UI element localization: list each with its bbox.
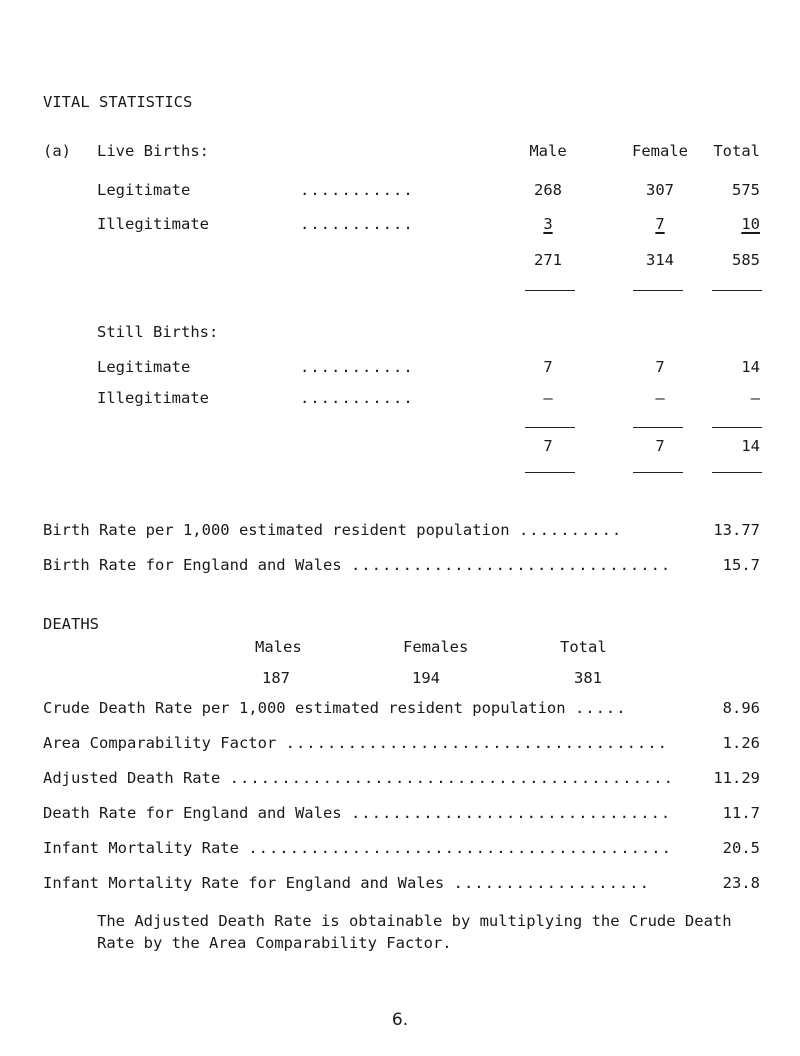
cell-total: 10 [741, 215, 760, 233]
cell-female: – [655, 389, 665, 407]
total-female: 7 [655, 437, 665, 455]
row-label: Legitimate [97, 181, 191, 199]
rate-value: 20.5 [722, 839, 760, 857]
leader-dots: ................... [453, 874, 650, 892]
col-females-header: Females [403, 638, 469, 656]
divider [525, 472, 575, 473]
death-rate-line [43, 768, 674, 788]
page-heading: VITAL STATISTICS [43, 93, 193, 111]
rate-value: 8.96 [722, 699, 760, 717]
deaths-males: 187 [262, 669, 290, 687]
rate-label: Infant Mortality Rate [43, 839, 239, 857]
rate-value: 1.26 [722, 734, 760, 752]
leader-dots: ............................... [350, 804, 672, 822]
cell-male: 3 [543, 215, 553, 233]
col-males-header: Males [255, 638, 302, 656]
rate-label: Birth Rate per 1,000 estimated resident population [43, 521, 510, 539]
leader-dots: ..... [574, 699, 627, 717]
leader-dots: ......................................... [248, 839, 672, 857]
rate-label: Birth Rate for England and Wales [43, 556, 342, 574]
leader-dots: ........... [300, 181, 414, 199]
cell-total: 14 [741, 358, 760, 376]
col-female-header: Female [632, 142, 688, 160]
cell-male: 268 [534, 181, 562, 199]
death-rate-line [43, 838, 672, 858]
cell-female: 307 [646, 181, 674, 199]
rate-label: Area Comparability Factor [43, 734, 277, 752]
total-total: 585 [732, 251, 760, 269]
divider [633, 427, 683, 428]
cell-female: 7 [655, 358, 665, 376]
leader-dots: ........... [300, 215, 414, 233]
row-label: Legitimate [97, 358, 191, 376]
rate-label: Death Rate for England and Wales [43, 804, 342, 822]
live-births-title: Live Births: [97, 142, 209, 160]
col-male-header: Male [529, 142, 567, 160]
divider [712, 427, 762, 428]
birth-rate-line [43, 520, 622, 540]
divider [633, 472, 683, 473]
section-label-a: (a) [43, 142, 71, 160]
row-label: Illegitimate [97, 389, 209, 407]
rate-value: 11.29 [713, 769, 760, 787]
leader-dots: .......... [518, 521, 623, 539]
death-rate-line [43, 803, 671, 823]
deaths-total: 381 [574, 669, 602, 687]
leader-dots: ..................................... [285, 734, 668, 752]
death-rate-line [43, 733, 668, 753]
total-total: 14 [741, 437, 760, 455]
still-births-title: Still Births: [97, 323, 219, 341]
cell-male: – [543, 389, 553, 407]
cell-total: – [750, 389, 760, 407]
rate-label: Crude Death Rate per 1,000 estimated resident population [43, 699, 566, 717]
total-male: 7 [543, 437, 553, 455]
divider [712, 290, 762, 291]
deaths-females: 194 [412, 669, 440, 687]
rate-value: 23.8 [722, 874, 760, 892]
divider [633, 290, 683, 291]
rate-value: 11.7 [722, 804, 760, 822]
page-number: 6. [391, 1010, 409, 1030]
death-rate-line [43, 698, 627, 718]
total-male: 271 [534, 251, 562, 269]
footnote: The Adjusted Death Rate is obtainable by multiplying the Crude Death Rate by the Area Comparability Factor. [97, 912, 732, 952]
rate-value: 13.77 [713, 521, 760, 539]
divider [525, 290, 575, 291]
rate-label: Adjusted Death Rate [43, 769, 221, 787]
total-female: 314 [646, 251, 674, 269]
rate-label: Infant Mortality Rate for England and Wales [43, 874, 445, 892]
cell-female: 7 [655, 215, 665, 233]
leader-dots: ............................... [350, 556, 672, 574]
divider [525, 427, 575, 428]
cell-male: 7 [543, 358, 553, 376]
leader-dots: ........... [300, 358, 414, 376]
deaths-title: DEATHS [43, 615, 99, 633]
death-rate-line [43, 873, 650, 893]
col-total-header: Total [713, 142, 760, 160]
birth-rate-line [43, 555, 671, 575]
cell-total: 575 [732, 181, 760, 199]
leader-dots: ........................................... [229, 769, 674, 787]
row-label: Illegitimate [97, 215, 209, 233]
divider [712, 472, 762, 473]
rate-value: 15.7 [722, 556, 760, 574]
leader-dots: ........... [300, 389, 414, 407]
col-total-header: Total [560, 638, 607, 656]
